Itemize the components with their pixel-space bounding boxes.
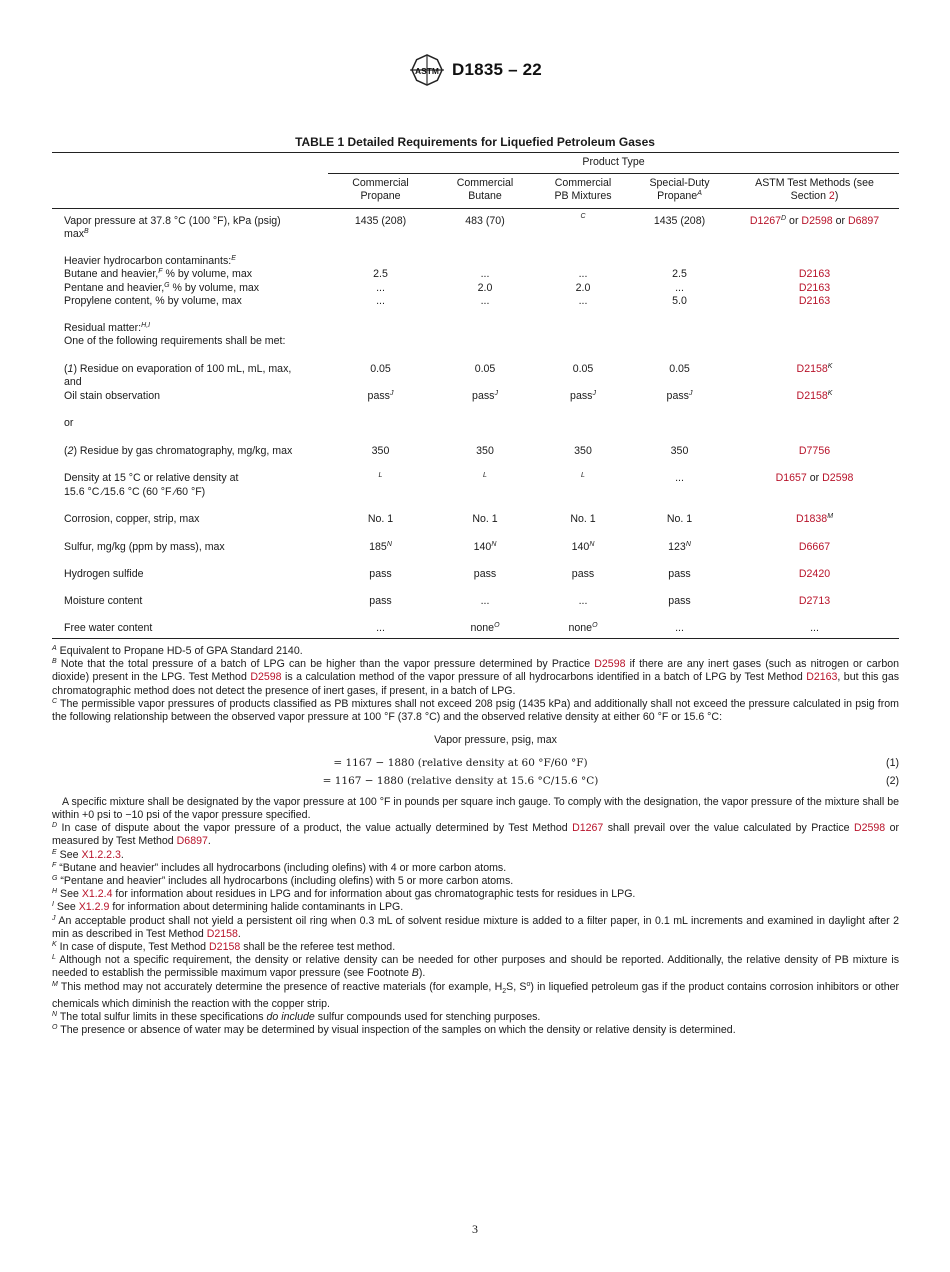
footnote-h: $^H$ See X1.2.4 for information about residues in LPG and for information about gas chromatographic tests for residues in LPG. <box>52 888 636 901</box>
footnote-o: $^O$ The presence or absence of water may be determined by visual inspection of the samples on which the density or relative density is determined. <box>52 1024 736 1037</box>
link-section-2[interactable]: 2 <box>828 190 835 202</box>
row-or: or <box>64 417 74 429</box>
col-astm-test-methods: ASTM Test Methods (see Section 2) <box>755 176 874 202</box>
page-number: 3 <box>472 1222 478 1236</box>
col-commercial-propane: Commercial Propane <box>352 176 409 202</box>
link-d2598[interactable]: D2598 <box>801 214 833 227</box>
row-residue-gc: (2) Residue by gas chromatography, mg/kg, max 350 350 350 350 D7756 <box>64 444 831 457</box>
row-vapor-pressure: Vapor pressure at 37.8 °C (100 °F), kPa (psig) $\max^B$ 1435 (208) 483 (70) $^C$ 1435 (208) $D1267^D$ or D2598 or D6897 <box>64 212 880 240</box>
row-propylene: Propylene content, % by volume, max ... ... ... 5.0 D2163 <box>64 295 831 307</box>
row-oil-stain: Oil stain observation pass$^J$ pass$^J$ pass$^J$ pass$^J$ $D2158^K$ <box>64 389 833 402</box>
link-x124[interactable]: X1.2.4 <box>81 888 113 901</box>
link-d2158[interactable]: D2158 <box>796 389 828 402</box>
footnote-n: $^N$ The total sulfur limits in these specifications do include sulfur compounds used for stenching purposes. <box>52 1011 541 1024</box>
link-d2158[interactable]: D2158 <box>209 941 241 954</box>
requirements-table <box>52 152 899 639</box>
table-header-row <box>52 153 899 174</box>
page-header <box>0 54 950 86</box>
link-d6897[interactable]: D6897 <box>176 835 208 848</box>
col-special-duty-propane: Special-Duty Propane$^A$ <box>649 176 710 202</box>
link-d1267[interactable]: D1267 <box>749 214 782 227</box>
mixture-designation: A specific mixture shall be designated by the vapor pressure at 100 °F in pounds per square inch gauge. To comply with the designation, the vapor pressure of the mixture shall be within +0 psi to −10 psi of the vapor pressure specified. <box>52 795 899 822</box>
link-d2158[interactable]: D2158 <box>796 362 828 375</box>
footnote-k: $^K$ In case of dispute, Test Method D2158 shall be the referee test method. <box>52 941 396 954</box>
footnote-i: $^I$ See X1.2.9 for information about determining halide contaminants in LPG. <box>52 901 404 914</box>
link-d2158[interactable]: D2158 <box>206 927 238 940</box>
link-d2420[interactable]: D2420 <box>798 568 831 580</box>
footnote-a: $^A$ Equivalent to Propane HD-5 of GPA Standard 2140. <box>52 645 303 657</box>
column-header-row <box>52 173 899 208</box>
footnote-g: $^G$ “Pentane and heavier” includes all hydrocarbons (including olefins) with 5 or more carbon atoms. <box>52 875 514 888</box>
row-sulfur: Sulfur, mg/kg (ppm by mass), max $185^N$ $140^N$ $140^N$ $123^N$ D6667 <box>64 540 831 553</box>
link-d2598[interactable]: D2598 <box>822 472 854 484</box>
footnote-d: $^D$ In case of dispute about the vapor pressure of a product, the value actually determined by Test Method D1267 shall prevail over the value calculated by Practice D2598 or measured by Test Method D6897. <box>52 822 900 848</box>
link-d1267[interactable]: D1267 <box>572 822 604 835</box>
link-d2713[interactable]: D2713 <box>798 594 831 607</box>
row-moisture: Moisture content pass ... ... pass D2713 <box>64 594 831 607</box>
link-d2163[interactable]: D2163 <box>798 268 831 280</box>
row-free-water: Free water content ... none$^O$ none$^O$ ... ... <box>52 622 899 638</box>
link-d6667[interactable]: D6667 <box>798 540 831 553</box>
link-d2598[interactable]: D2598 <box>250 671 282 684</box>
link-d6897[interactable]: D6897 <box>847 214 880 227</box>
footnote-b: $^B$ Note that the total pressure of a batch of LPG can be higher than the vapor pressure determined by Practice D2598 if there are any inert gases (such as nitrogen or carbon dioxide) present in the LPG. Test Method D2598 is a calculation method of the vapor pressure of all hydrocarbons identified in a batch of LPG by Test Method D2163, but this gas chromatographic method does not detect the presence of inert gases, if present, in a batch of LPG. <box>52 658 900 697</box>
link-d7756[interactable]: D7756 <box>798 444 831 457</box>
row-residual-matter: Residual matter:$^{H,I}$ One of the following requirements shall be met: <box>64 321 286 347</box>
row-residue-evaporation: (1) Residue on evaporation of 100 mL, mL, max, and 0.05 0.05 0.05 0.05 $D2158^K$ <box>64 362 833 388</box>
col-commercial-butane: Commercial Butane <box>456 176 514 202</box>
link-d1838[interactable]: D1838 <box>795 513 828 525</box>
table-footnotes <box>52 645 899 1038</box>
row-corrosion: Corrosion, copper, strip, max No. 1 No. 1 No. 1 No. 1 $D1838^M$ <box>64 513 834 525</box>
equation-block <box>52 734 899 788</box>
astm-logo-icon <box>408 54 446 86</box>
row-density: Density at 15 °C or relative density at 15.6 °C ⁄15.6 °C (60 °F ⁄60 °F) $^L$ $^L$ $^L$ ... D1657 or D2598 <box>64 472 854 498</box>
link-d2598[interactable]: D2598 <box>594 658 626 671</box>
row-butane-heavier: Butane and heavier,$^F$ % by volume, max 2.5 ... ... 2.5 D2163 <box>64 268 831 280</box>
table-title: TABLE 1 Detailed Requirements for Liquefied Petroleum Gases <box>295 135 655 149</box>
footnote-j: $^J$ An acceptable product shall not yield a persistent oil ring when 0.3 mL of solvent residue mixture is added to a filter paper, in 0.1 mL increments and examined in daylight after 2 min as described in Test Method D2158. <box>52 914 899 940</box>
link-d2163[interactable]: D2163 <box>798 295 831 307</box>
link-d1657[interactable]: D1657 <box>775 472 807 484</box>
equation-1: = 1167 − 1880 (relative density at 60 °F/60 °F) (1) <box>333 757 899 770</box>
row-heavier-hydrocarbon: Heavier hydrocarbon contaminants:$^E$ <box>64 254 236 267</box>
link-d2598[interactable]: D2598 <box>853 822 886 835</box>
footnote-f: $^F$ “Butane and heavier” includes all hydrocarbons (including olefins) with 4 or more carbon atoms. <box>52 861 507 874</box>
svg-text:ASTM: ASTM <box>415 65 440 76</box>
link-d2163[interactable]: D2163 <box>806 671 838 684</box>
equation-2: = 1167 − 1880 (relative density at 15.6 °C/15.6 °C) (2) <box>322 774 899 787</box>
document-id: D1835 – 22 <box>452 60 542 79</box>
equation-title: Vapor pressure, psig, max <box>434 734 557 747</box>
footnote-c: $^C$ The permissible vapor pressures of products classified as PB mixtures shall not exceed 208 psig (1435 kPa) and additionally shall not exceed the pressure calculated in psig from the following relationship between the observed vapor pressure at 100 °F (37.8 °C) and the observed relative density at either 60 °F or 15.6 °C: <box>52 697 899 724</box>
product-type-header: Product Type <box>328 153 899 174</box>
footnote-m: $^M$ This method may not accurately determine the presence of reactive materials (for example, $H_2S$, $S^o$) in liquefied petroleum gas if the product contains corrosion inhibitors or other chemicals which diminish the reaction with the copper strip. <box>52 980 900 1010</box>
row-hydrogen-sulfide: Hydrogen sulfide pass pass pass pass D2420 <box>64 568 831 580</box>
link-x129[interactable]: X1.2.9 <box>78 901 110 914</box>
link-x1223[interactable]: X1.2.2.3 <box>81 848 121 861</box>
footnote-l: $^L$ Although not a specific requirement, the density or relative density can be needed for other purposes and should be reported. Additionally, the relative density of PB mixture is needed to establish the permissible maximum vapor pressure (see Footnote B). <box>52 954 900 980</box>
link-d2163[interactable]: D2163 <box>798 281 831 294</box>
row-pentane-heavier: Pentane and heavier,$^G$ % by volume, max ... 2.0 2.0 ... D2163 <box>64 281 831 294</box>
col-commercial-pb-mixtures: Commercial PB Mixtures <box>554 176 612 202</box>
footnote-e: $^E$ See X1.2.2.3. <box>52 848 124 861</box>
